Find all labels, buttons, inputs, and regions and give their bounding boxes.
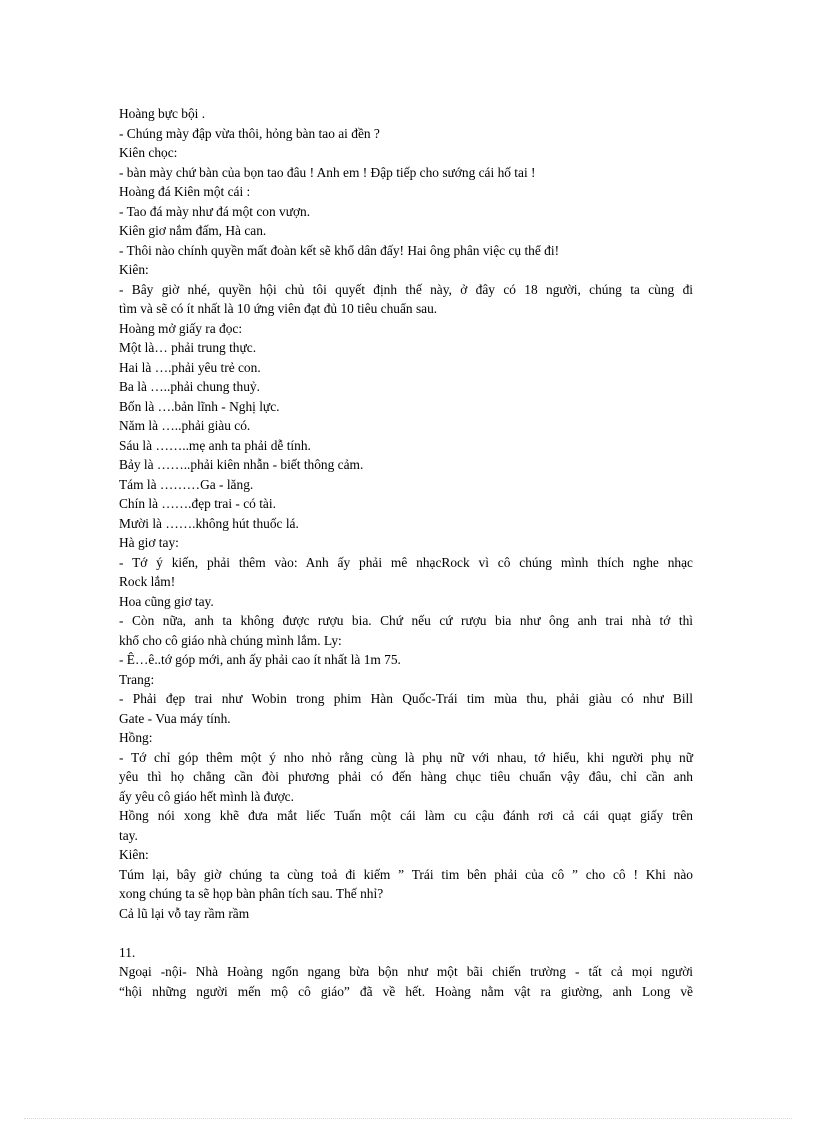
text-line: khổ cho cô giáo nhà chúng mình lắm. Ly: <box>119 632 342 648</box>
text-line: ấy yêu cô giáo hết mình là được. <box>119 788 294 804</box>
text-line: Sáu là ……..mẹ anh ta phải dễ tính. <box>119 437 311 453</box>
text-line: Hoa cũng giơ tay. <box>119 593 214 609</box>
text-line: - Phải đẹp trai như Wobin trong phim Hàn Quốc-Trái tim mùa thu, phải giàu có như Bill <box>119 691 693 706</box>
text-line: Ngoại -nội- Nhà Hoàng ngổn ngang bừa bộn như một bãi chiến trường - tất cả mọi người <box>119 964 693 979</box>
text-line: 11. <box>119 944 136 960</box>
text-line: Bốn là ….bản lĩnh - Nghị lực. <box>119 398 280 414</box>
text-line: Rock lắm! <box>119 574 176 589</box>
text-line: Năm là …..phải giàu có. <box>119 418 251 433</box>
text-line: Bảy là ……..phải kiên nhẫn - biết thông cảm. <box>119 457 364 472</box>
text-line: Hồng: <box>119 730 153 745</box>
text-line: yêu thì họ chẳng cần đòi phương phải có đến hàng chục tiêu chuẩn vậy đâu, chỉ cần anh <box>119 769 693 784</box>
text-line: Hoàng đá Kiên một cái : <box>119 184 251 199</box>
text-line: Túm lại, bây giờ chúng ta cùng toả đi kiếm ” Trái tim bên phải của cô ” cho cô ! Khi nào <box>119 866 693 882</box>
blank-line <box>119 923 693 943</box>
text-line: Ba là …..phải chung thuỷ. <box>119 379 260 394</box>
text-line: Hoàng mở giấy ra đọc: <box>119 320 243 336</box>
text-line: tìm và sẽ có ít nhất là 10 ứng viên đạt đủ 10 tiêu chuẩn sau. <box>119 301 438 316</box>
text-line: Chín là …….đẹp trai - có tài. <box>119 496 276 511</box>
text-line: tay. <box>119 827 138 843</box>
text-line: Gate - Vua máy tính. <box>119 710 231 726</box>
text-line: Cả lũ lại vỗ tay rầm rầm <box>119 905 250 921</box>
text-line: Hoàng bực bội . <box>119 106 206 121</box>
text-line: Trang: <box>119 671 155 687</box>
text-line: - bàn mày chứ bàn của bọn tao đâu ! Anh em ! Đập tiếp cho sướng cái hố tai ! <box>119 164 536 180</box>
text-line: Tám là ………Ga - lăng. <box>119 476 254 492</box>
text-line: Kiên giơ nắm đấm, Hà can. <box>119 223 267 238</box>
text-line: - Tớ chỉ góp thêm một ý nho nhỏ rằng cùng là phụ nữ với nhau, tớ hiểu, khi người phụ nữ <box>119 749 693 765</box>
text-line: - Tớ ý kiến, phải thêm vào: Anh ấy phải mê nhạcRock vì cô chúng mình thích nghe nhạc <box>119 554 693 570</box>
document-body <box>119 104 693 1001</box>
text-line: “hội những người mến mộ cô giáo” đã về hết. Hoàng nằm vật ra giường, anh Long về <box>119 983 693 999</box>
text-line: Hai là ….phải yêu trẻ con. <box>119 359 261 375</box>
text-line: Hồng nói xong khẽ đưa mắt liếc Tuấn một cái làm cu cậu đánh rơi cả cái quạt giấy trên <box>119 808 693 823</box>
text-line: xong chúng ta sẽ họp bàn phân tích sau. Thế nhỉ? <box>119 886 384 901</box>
page-bottom-rule <box>24 1118 792 1119</box>
text-line: - Thôi nào chính quyền mất đoàn kết sẽ khổ dân đấy! Hai ông phân việc cụ thể đi! <box>119 242 560 258</box>
text-line: - Bây giờ nhé, quyền hội chủ tôi quyết định thế này, ở đây có 18 người, chúng ta cùng đi <box>119 281 693 297</box>
text-line: - Ê…ê..tớ góp mới, anh ấy phải cao ít nhất là 1m 75. <box>119 652 401 667</box>
text-line: - Tao đá mày như đá một con vượn. <box>119 203 311 219</box>
text-line: Kiên: <box>119 847 149 862</box>
text-line: Kiên chọc: <box>119 145 178 160</box>
text-line: - Còn nữa, anh ta không được rượu bia. Chứ nếu cứ rượu bia như ông anh trai nhà tớ thì <box>119 613 693 628</box>
text-line: - Chúng mày đập vừa thôi, hỏng bàn tao ai đền ? <box>119 125 380 141</box>
text-line: Một là… phải trung thực. <box>119 340 257 355</box>
text-line: Kiên: <box>119 262 149 277</box>
text-line: Hà giơ tay: <box>119 535 179 550</box>
text-line: Mười là …….không hút thuốc lá. <box>119 515 299 531</box>
